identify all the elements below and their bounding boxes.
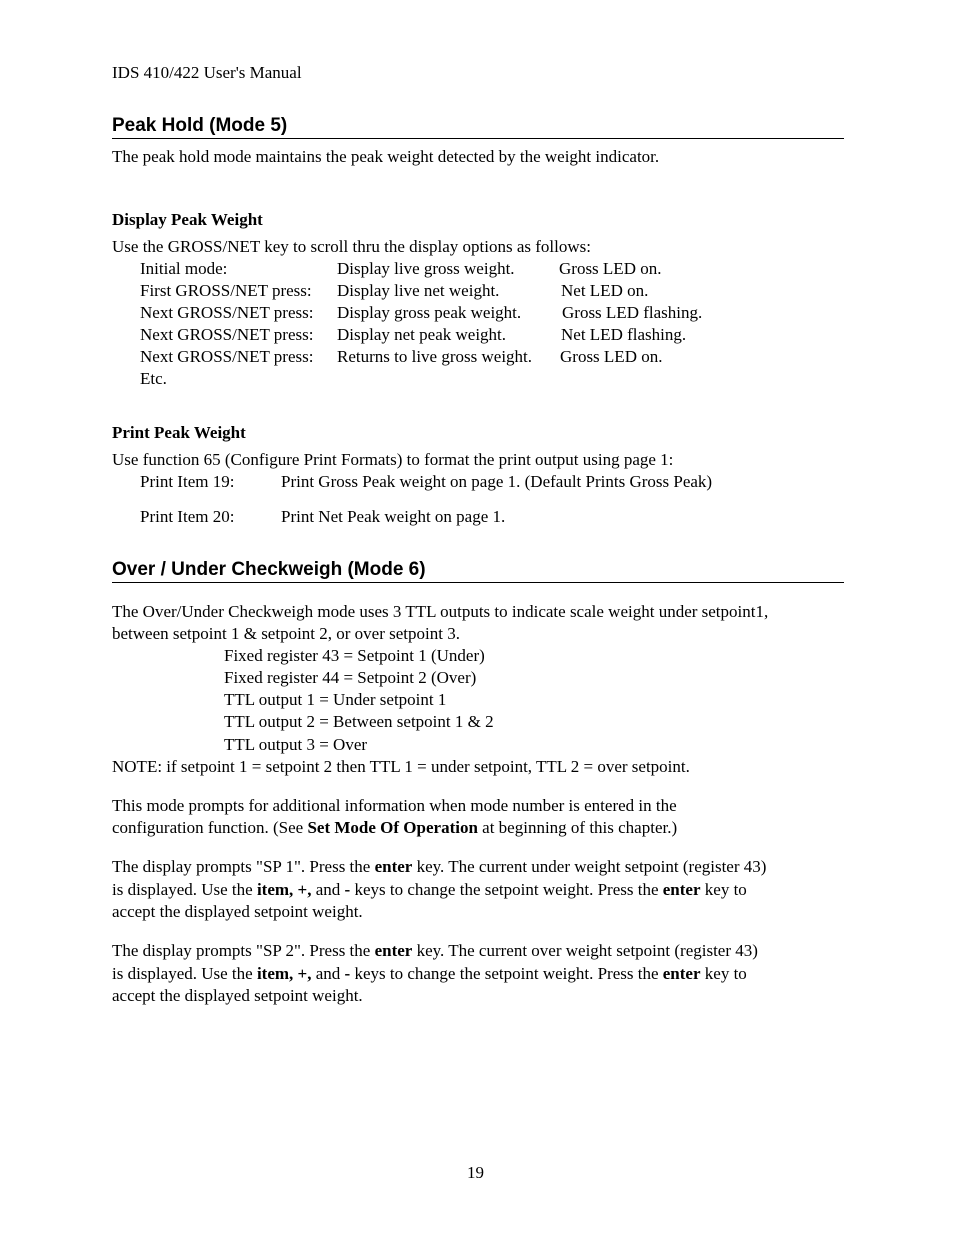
led-cell: Gross LED on.: [560, 347, 663, 366]
text-run: and: [311, 880, 345, 899]
key-name: item, +,: [256, 964, 312, 983]
text-run: The display prompts "SP 1". Press the: [112, 857, 375, 876]
press-cell: Next GROSS/NET press:: [140, 325, 314, 344]
etc-line: Etc.: [140, 369, 167, 388]
paragraph-line: [112, 940, 758, 962]
key-name: enter: [662, 964, 701, 983]
press-cell: Initial mode:: [140, 259, 228, 278]
key-name: item, +,: [256, 880, 312, 899]
list-item: TTL output 3 = Over: [224, 735, 368, 754]
display-cell: Display live gross weight.: [337, 259, 515, 278]
print-item-text: Print Net Peak weight on page 1.: [281, 507, 506, 526]
checkweigh-intro-line-1: The Over/Under Checkweigh mode uses 3 TTL outputs to indicate scale weight under setpoint1,: [112, 602, 769, 621]
press-cell: Next GROSS/NET press:: [140, 347, 314, 366]
display-cell: Display net peak weight.: [337, 325, 507, 344]
subheading-print-peak-weight: Print Peak Weight: [112, 423, 246, 442]
prompts-paragraph-line-1: This mode prompts for additional information when mode number is entered in the: [112, 796, 677, 815]
paragraph-line: [112, 879, 747, 901]
key-name: -: [344, 880, 351, 899]
print-item-text: Print Gross Peak weight on page 1. (Default Prints Gross Peak): [281, 472, 713, 491]
list-item: TTL output 2 = Between setpoint 1 & 2: [224, 712, 494, 731]
display-cell: Returns to live gross weight.: [337, 347, 533, 366]
led-cell: Gross LED on.: [559, 259, 662, 278]
paragraph-line: accept the displayed setpoint weight.: [112, 902, 363, 921]
led-cell: Gross LED flashing.: [562, 303, 703, 322]
paragraph-line: [112, 963, 747, 985]
list-item: Fixed register 43 = Setpoint 1 (Under): [224, 646, 485, 665]
print-item-label: Print Item 20:: [140, 507, 235, 526]
list-item: TTL output 1 = Under setpoint 1: [224, 690, 447, 709]
text-run: key to: [700, 964, 747, 983]
key-name: enter: [374, 941, 413, 960]
list-item: Fixed register 44 = Setpoint 2 (Over): [224, 668, 477, 687]
display-cell: Display gross peak weight.: [337, 303, 522, 322]
led-cell: Net LED flashing.: [561, 325, 687, 344]
text-run: keys to change the setpoint weight. Press the: [350, 880, 663, 899]
display-intro: Use the GROSS/NET key to scroll thru the display options as follows:: [112, 237, 591, 256]
subheading-display-peak-weight: Display Peak Weight: [112, 210, 263, 229]
text-run: at beginning of this chapter.): [477, 818, 678, 837]
print-intro: Use function 65 (Configure Print Formats) to format the print output using page 1:: [112, 450, 674, 469]
print-item-label: Print Item 19:: [140, 472, 235, 491]
text-run: configuration function. (See: [112, 818, 308, 837]
text-run: keys to change the setpoint weight. Press the: [350, 964, 663, 983]
section-heading-checkweigh: Over / Under Checkweigh (Mode 6): [112, 559, 844, 583]
peak-hold-intro: The peak hold mode maintains the peak weight detected by the weight indicator.: [112, 147, 660, 166]
key-name: enter: [374, 857, 413, 876]
section-heading-peak-hold: Peak Hold (Mode 5): [112, 115, 844, 139]
paragraph-line: accept the displayed setpoint weight.: [112, 986, 363, 1005]
text-run: key. The current over weight setpoint (register 43): [412, 941, 758, 960]
text-run: and: [311, 964, 345, 983]
page-number: 19: [467, 1163, 484, 1182]
text-run: The display prompts "SP 2". Press the: [112, 941, 375, 960]
bold-reference: Set Mode Of Operation: [307, 818, 478, 837]
key-name: enter: [662, 880, 701, 899]
note-line: NOTE: if setpoint 1 = setpoint 2 then TTL 1 = under setpoint, TTL 2 = over setpoint.: [112, 757, 690, 776]
text-run: key. The current under weight setpoint (register 43): [412, 857, 767, 876]
display-cell: Display live net weight.: [337, 281, 500, 300]
press-cell: Next GROSS/NET press:: [140, 303, 314, 322]
led-cell: Net LED on.: [561, 281, 649, 300]
running-header: IDS 410/422 User's Manual: [112, 63, 302, 82]
prompts-paragraph-line-2: [112, 817, 677, 839]
key-name: -: [344, 964, 351, 983]
paragraph-line: [112, 856, 766, 878]
checkweigh-intro-line-2: between setpoint 1 & setpoint 2, or over setpoint 3.: [112, 624, 460, 643]
press-cell: First GROSS/NET press:: [140, 281, 312, 300]
text-run: is displayed. Use the: [112, 964, 257, 983]
text-run: is displayed. Use the: [112, 880, 257, 899]
text-run: key to: [700, 880, 747, 899]
